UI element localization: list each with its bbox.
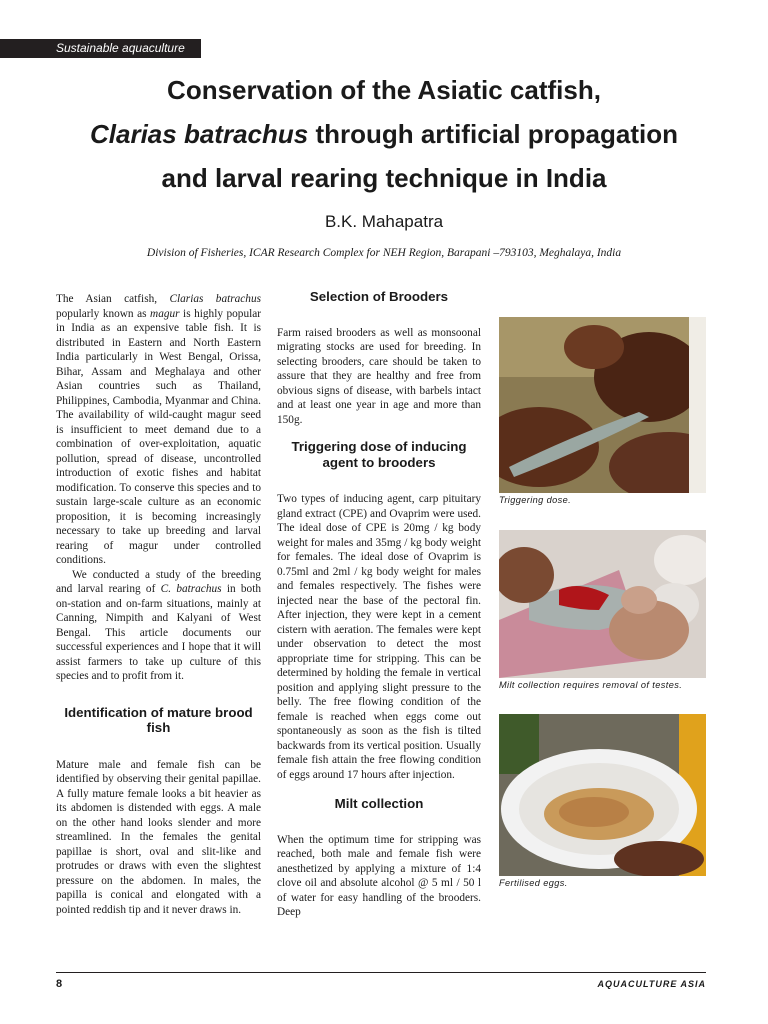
- heading-milt: Milt collection: [334, 796, 424, 811]
- footer-rule: [56, 972, 706, 973]
- triggering-dose-photo: [499, 317, 706, 493]
- page-number: 8: [56, 978, 63, 990]
- milt-paragraph: When the optimum time for stripping was reached, both male and female fish were anesthetized by applying a mixture of 1:4 clove oil and absolute alcohol @ 5 ml / 50 l of water for easy handling of the brooders. Deep: [277, 833, 481, 918]
- selection-paragraph: Farm raised brooders as well as monsoonal migrating stocks are used for breeding. In selecting brooders, care should be taken to assure that they are healthy and free from obvious signs of disease, with barbels intact and at least one year in age and more than 150g.: [277, 326, 481, 426]
- title-species: Clarias batrachus: [90, 119, 309, 149]
- caption-milt: Milt collection requires removal of testes.: [499, 679, 683, 690]
- caption-fertilised: Fertilised eggs.: [499, 878, 568, 888]
- triggering-paragraph: Two types of inducing agent, carp pituitary gland extract (CPE) and Ovaprim were used. The ideal dose of CPE is 20mg / kg body weight for males and 35mg / kg body weight for females. The ideal dose of Ovaprim is 0.75ml and 2ml / kg body weight for males and females respectively. The fishes were injected near the base of the pectoral fin. After injection, they were kept in a cement cistern with aeration. The females were kept under observation to detect the most appropriate time for stripping. This can be determined by holding the female in vertical position and applying slight pressure to the belly. The free flowing condition of the female is reached when eggs come out spontaneously as soon as the fish is tilted backwards from its vertical position. Usually female fish attain the free flowing condition of eggs around 17 hours after injection.: [277, 493, 481, 781]
- heading-identification: Identification of mature brood fish: [64, 704, 253, 735]
- title-line-3: and larval rearing technique in India: [161, 163, 607, 193]
- column-2: [277, 289, 481, 920]
- title-line-2: through artificial propagation: [308, 119, 678, 149]
- milt-collection-photo: [499, 530, 706, 678]
- intro-paragraph: The Asian catfish, Clarias batrachus popularly known as magur is highly popular in India as an expensive table fish. It is distributed in Eastern and North Eastern India particularly in West Bengal, Orissa, Bihar, Assam and Meghalaya and other Asian countries such as Thailand, Philippines, Cambodia, Myanmar and China. The availability of wild-caught magur seed is insufficient to meet demand due to a combination of over-exploitation, aquatic pollution, spread of disease, uncontrolled introduction of exotic fishes and habitat modification. To conserve this species and to sustain large-scale culture as an economic proposition, it is becoming increasingly necessary to take up breeding and larval rearing of magur under controlled conditions.: [56, 293, 262, 566]
- magazine-name: AQUACULTURE ASIA: [597, 979, 706, 989]
- heading-triggering: Triggering dose of inducing agent to brooders: [291, 439, 467, 470]
- caption-triggering: Triggering dose.: [499, 495, 572, 505]
- affiliation: Division of Fisheries, ICAR Research Complex for NEH Region, Barapani –793103, Meghalaya, India: [146, 247, 622, 259]
- article-title: [40, 68, 728, 200]
- section-tag: Sustainable aquaculture: [0, 39, 201, 58]
- column-3: [499, 317, 706, 891]
- title-line-1: Conservation of the Asiatic catfish,: [167, 75, 601, 105]
- fertilised-eggs-photo: [499, 714, 706, 876]
- author: B.K. Mahapatra: [324, 212, 444, 231]
- heading-selection: Selection of Brooders: [309, 289, 449, 304]
- column-1: [56, 292, 261, 917]
- study-paragraph: We conducted a study of the breeding and larval rearing of C. batrachus in both on-station and on-farm situations, mainly at Canning, Nimpith and Kalyani of West Bengal. This article documents our successful experiences and I hope that it will assist farmers to take up culture of this species and to profit from it.: [56, 568, 261, 682]
- identification-paragraph: Mature male and female fish can be identified by observing their genital papillae. A fully mature female looks a bit heavier as its abdomen is distended with eggs. A male on the other hand looks slender and more streamlined. In the females the genital papillae is short, oval and slit-like and protrudes or draws with even the slightest pressure on the abdomen. In males, the papilla is conical and elongated with a pointed reddish tip and it never draws in.: [56, 758, 261, 916]
